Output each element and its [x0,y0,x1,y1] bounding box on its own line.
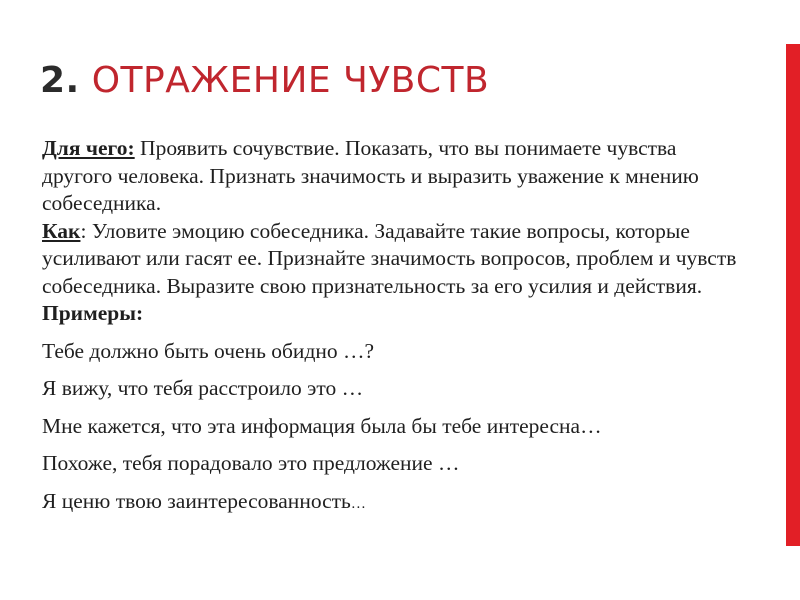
example-last-text: Я ценю твою заинтересованность [42,488,351,513]
slide-body [42,135,747,518]
how-colon: : [80,218,87,243]
how-label: Как [42,218,81,243]
accent-side-bar [786,44,800,546]
example-last-ellipsis: … [350,495,366,512]
slide-title [40,60,489,101]
example-item: Тебе должно быть очень обидно …? [42,338,375,363]
title-text: ОТРАЖЕНИЕ ЧУВСТВ [91,60,490,101]
example-item-last [42,488,747,519]
example-item: Похоже, тебя порадовало это предложение … [42,451,460,475]
how-text: Уловите эмоцию собеседника. Задавайте такие вопросы, которые усиливают или гасят ее. Признайте значимость вопросов, проблем и чувств собеседника. Выразите свою признательность за его усилия и действия. [42,218,737,298]
example-item: Мне кажется, что эта информация была бы тебе интересна… [42,413,602,438]
why-text: Проявить сочувствие. Показать, что вы понимаете чувства другого человека. Признать значимость и выразить уважение к мнению собеседника. [42,136,699,215]
title-number: 2. [40,60,80,101]
how-paragraph [42,218,747,301]
why-label: Для чего: [42,136,135,160]
examples-heading: Примеры: [42,301,144,325]
why-paragraph [42,135,747,218]
example-item: Я вижу, что тебя расстроило это … [42,376,364,400]
